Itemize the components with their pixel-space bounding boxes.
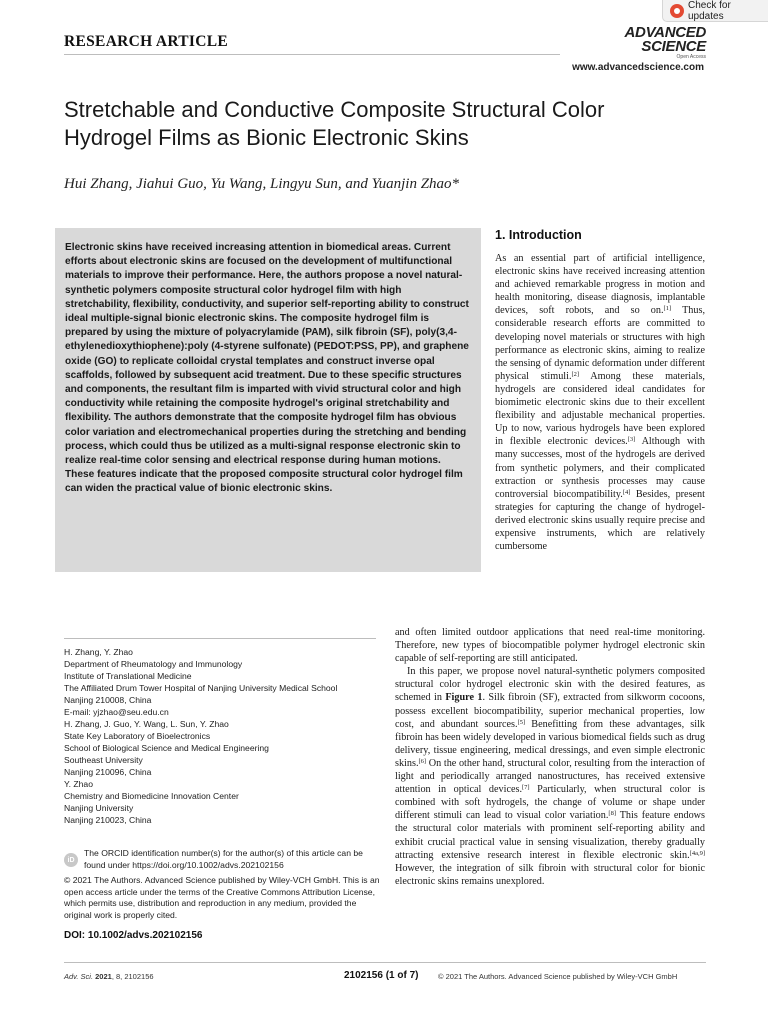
intro-paragraph-1: As an essential part of artificial intelligence, electronic skins have received increasing attention and achieved remarkable progress in motion and health monitoring, disease diagnosis, implantable devices, soft robots, and so on.[1] Thus, considerable research efforts are committed to developing novel materials or structures with high performance as electronic skins, aiming to realize the sensing of dynamic deformation under different physical stimuli.[2] Among these materials, hydrogels are considered ideal candidates for biomimetic electronic skins due to their excellent flexibility and adjustable mechanical properties. Up to now, various hydrogels have been explored in flexible electronic devices.[3] Although with many successes, most of the hydrogels are derived from synthetic polymers, and their complicated extraction or synthesis processes may cause controversial biocompatibility.[4] Besides, present strategies for capturing the change of hydrogel-derived electronic skins usually require precise and expensive instruments, which are relatively cumbersome [495,253,705,553]
check-for-updates-label: Check for updates [688,0,731,22]
affiliation-line: School of Biological Science and Medical Engineering [64,743,269,753]
introduction-heading: 1. Introduction [495,228,582,242]
affiliation-line: Chemistry and Biomedicine Innovation Center [64,791,239,801]
citation-reference[interactable]: [6] [418,757,427,765]
affiliation-line: Nanjing 210008, China [64,695,152,705]
footer-journal-name: Adv. Sci. [64,972,94,981]
article-type-label: RESEARCH ARTICLE [64,33,229,50]
footer-citation [64,972,154,981]
author-list: Hui Zhang, Jiahui Guo, Yu Wang, Lingyu Sun, and Yuanjin Zhao* [64,176,460,192]
figure-reference[interactable]: Figure 1 [445,692,483,704]
affiliation-line: Department of Rheumatology and Immunology [64,659,243,669]
copyright-notice: © 2021 The Authors. Advanced Science published by Wiley-VCH GmbH. This is an open access article under the terms of the Creative Commons Attribution License, which permits use, distribution and reproduction in any medium, provided the original work is properly cited. [64,875,380,920]
affiliation-line: Nanjing 210096, China [64,767,152,777]
citation-reference[interactable]: [5] [517,718,526,726]
affiliations-block [64,646,378,826]
intro-paragraph-1-continued: and often limited outdoor applications that need real-time monitoring. Therefore, new types of biocompatible polymer hydrogel electronic skin capable of self-reporting are still anticipated. [395,627,705,665]
citation-reference[interactable]: [8] [608,810,617,818]
citation-reference[interactable]: [3] [627,436,636,444]
affiliation-line: E-mail: yjzhao@seu.edu.cn [64,707,169,717]
article-title: Stretchable and Conductive Composite Structural Color Hydrogel Films as Bionic Electronic Skins [64,97,605,150]
citation-reference[interactable]: [4] [622,488,631,496]
crossmark-icon [670,4,684,18]
citation-reference[interactable]: [7] [522,784,530,792]
header-divider [64,54,560,55]
affiliation-line: The Affiliated Drum Tower Hospital of Nanjing University Medical School [64,683,338,693]
affiliation-line: Nanjing University [64,803,134,813]
journal-logo [606,26,706,60]
footer-copyright: © 2021 The Authors. Advanced Science published by Wiley-VCH GmbH [438,972,678,981]
journal-url-link[interactable]: www.advancedscience.com [572,62,704,73]
check-for-updates-badge[interactable] [662,0,768,22]
affiliation-line: H. Zhang, Y. Zhao [64,647,133,657]
intro-paragraph-2: In this paper, we propose novel natural-synthetic polymers composited structural color hydrogel electronic skin with the desired features, as schemed in Figure 1. Silk fibroin (SF), extracted from silkworm cocoons, possess excellent biocompatibility, superior mechanical properties, low cost, and abundant sources.[5] Benefitting from these advantages, silk fibroin has been widely developed in various biomedical fields such as drug delivery, tissue engineering, medical dressings, and even simple electronic skins.[6] On the other hand, structural color, resulting from the interaction of light and periodically arranged nanostructures, has received extensive attention in optical devices.[7] Particularly, when structural color is combined with soft hydrogels, the change of volume or shape under different stimuli can lead to visual color variation.[8] This feature endows the structural color materials with prominent self-reporting ability and exhibit crucial practical value in sensing visualization, thereby gradually attracting extensive research interest in flexible electronic skin.[4a,9] However, the integration of silk fibroin with structural color for bionic electronic skins remains unexplored. [395,666,705,887]
citation-reference[interactable]: [2] [571,370,580,378]
citation-reference[interactable]: [1] [663,305,672,313]
citation-reference[interactable]: [4a,9] [689,849,705,857]
introduction-column-wide [395,626,705,888]
affiliation-line: Y. Zhao [64,779,93,789]
affiliation-line: Nanjing 210023, China [64,815,152,825]
logo-line-open-access: Open Access [676,54,706,60]
logo-line-advanced: ADVANCED [624,24,706,41]
affiliations-divider [64,638,376,639]
abstract-box [55,228,481,572]
affiliation-line: Southeast University [64,755,143,765]
doi-link[interactable]: DOI: 10.1002/advs.202102156 [64,930,203,941]
footer-volume-article: , 8, 2102156 [111,972,154,981]
introduction-column-narrow [495,252,705,553]
footer-divider [64,962,706,963]
orcid-icon[interactable]: iD [64,853,78,867]
footer-year: 2021 [95,972,112,981]
affiliation-line: Institute of Translational Medicine [64,671,192,681]
abstract-text: Electronic skins have received increasing attention in biomedical areas. Current efforts about electronic skins are focused on the development of multifunctional materials to improve their performance. Here, the authors propose a novel natural-synthetic polymers composite structural color hydrogel film with high stretchability, flexibility, conductivity, and superior self-reporting ability to construct ideal multiple-signal bionic electronic skins. The composite hydrogel film is prepared by using the mixture of polyacrylamide (PAM), silk fibroin (SF), poly(3,4-ethylenedioxythiophene):poly (4-styrene sulfonate) (PEDOT:PSS, PP), and graphene oxide (GO) to replicate colloidal crystal templates and construct inverse opal scaffolds, followed by subsequent acid treatment. Due to these specific structures and components, the resultant film is imparted with vivid structural color and high conductivity while retaining the composite hydrogel's original stretchability and flexibility. The authors demonstrate that the composite hydrogel film has obvious color variation and electromechanical properties during the stretching and bending process, which could thus be utilized as a multi-signal response electronic skin to realize real-time color sensing and electrical response during human motions. These features indicate that the proposed composite structural color hydrogel film can widen the practical value of bionic electronic skins. [65,242,469,495]
affiliation-line: H. Zhang, J. Guo, Y. Wang, L. Sun, Y. Zhao [64,719,229,729]
orcid-text: The ORCID identification number(s) for the author(s) of this article can be found under https://doi.org/10.1002/advs.202102156 [84,848,363,870]
page-number: 2102156 (1 of 7) [344,970,419,981]
affiliation-line: State Key Laboratory of Bioelectronics [64,731,211,741]
logo-line-science: SCIENCE [641,38,706,55]
orcid-note [64,848,378,871]
